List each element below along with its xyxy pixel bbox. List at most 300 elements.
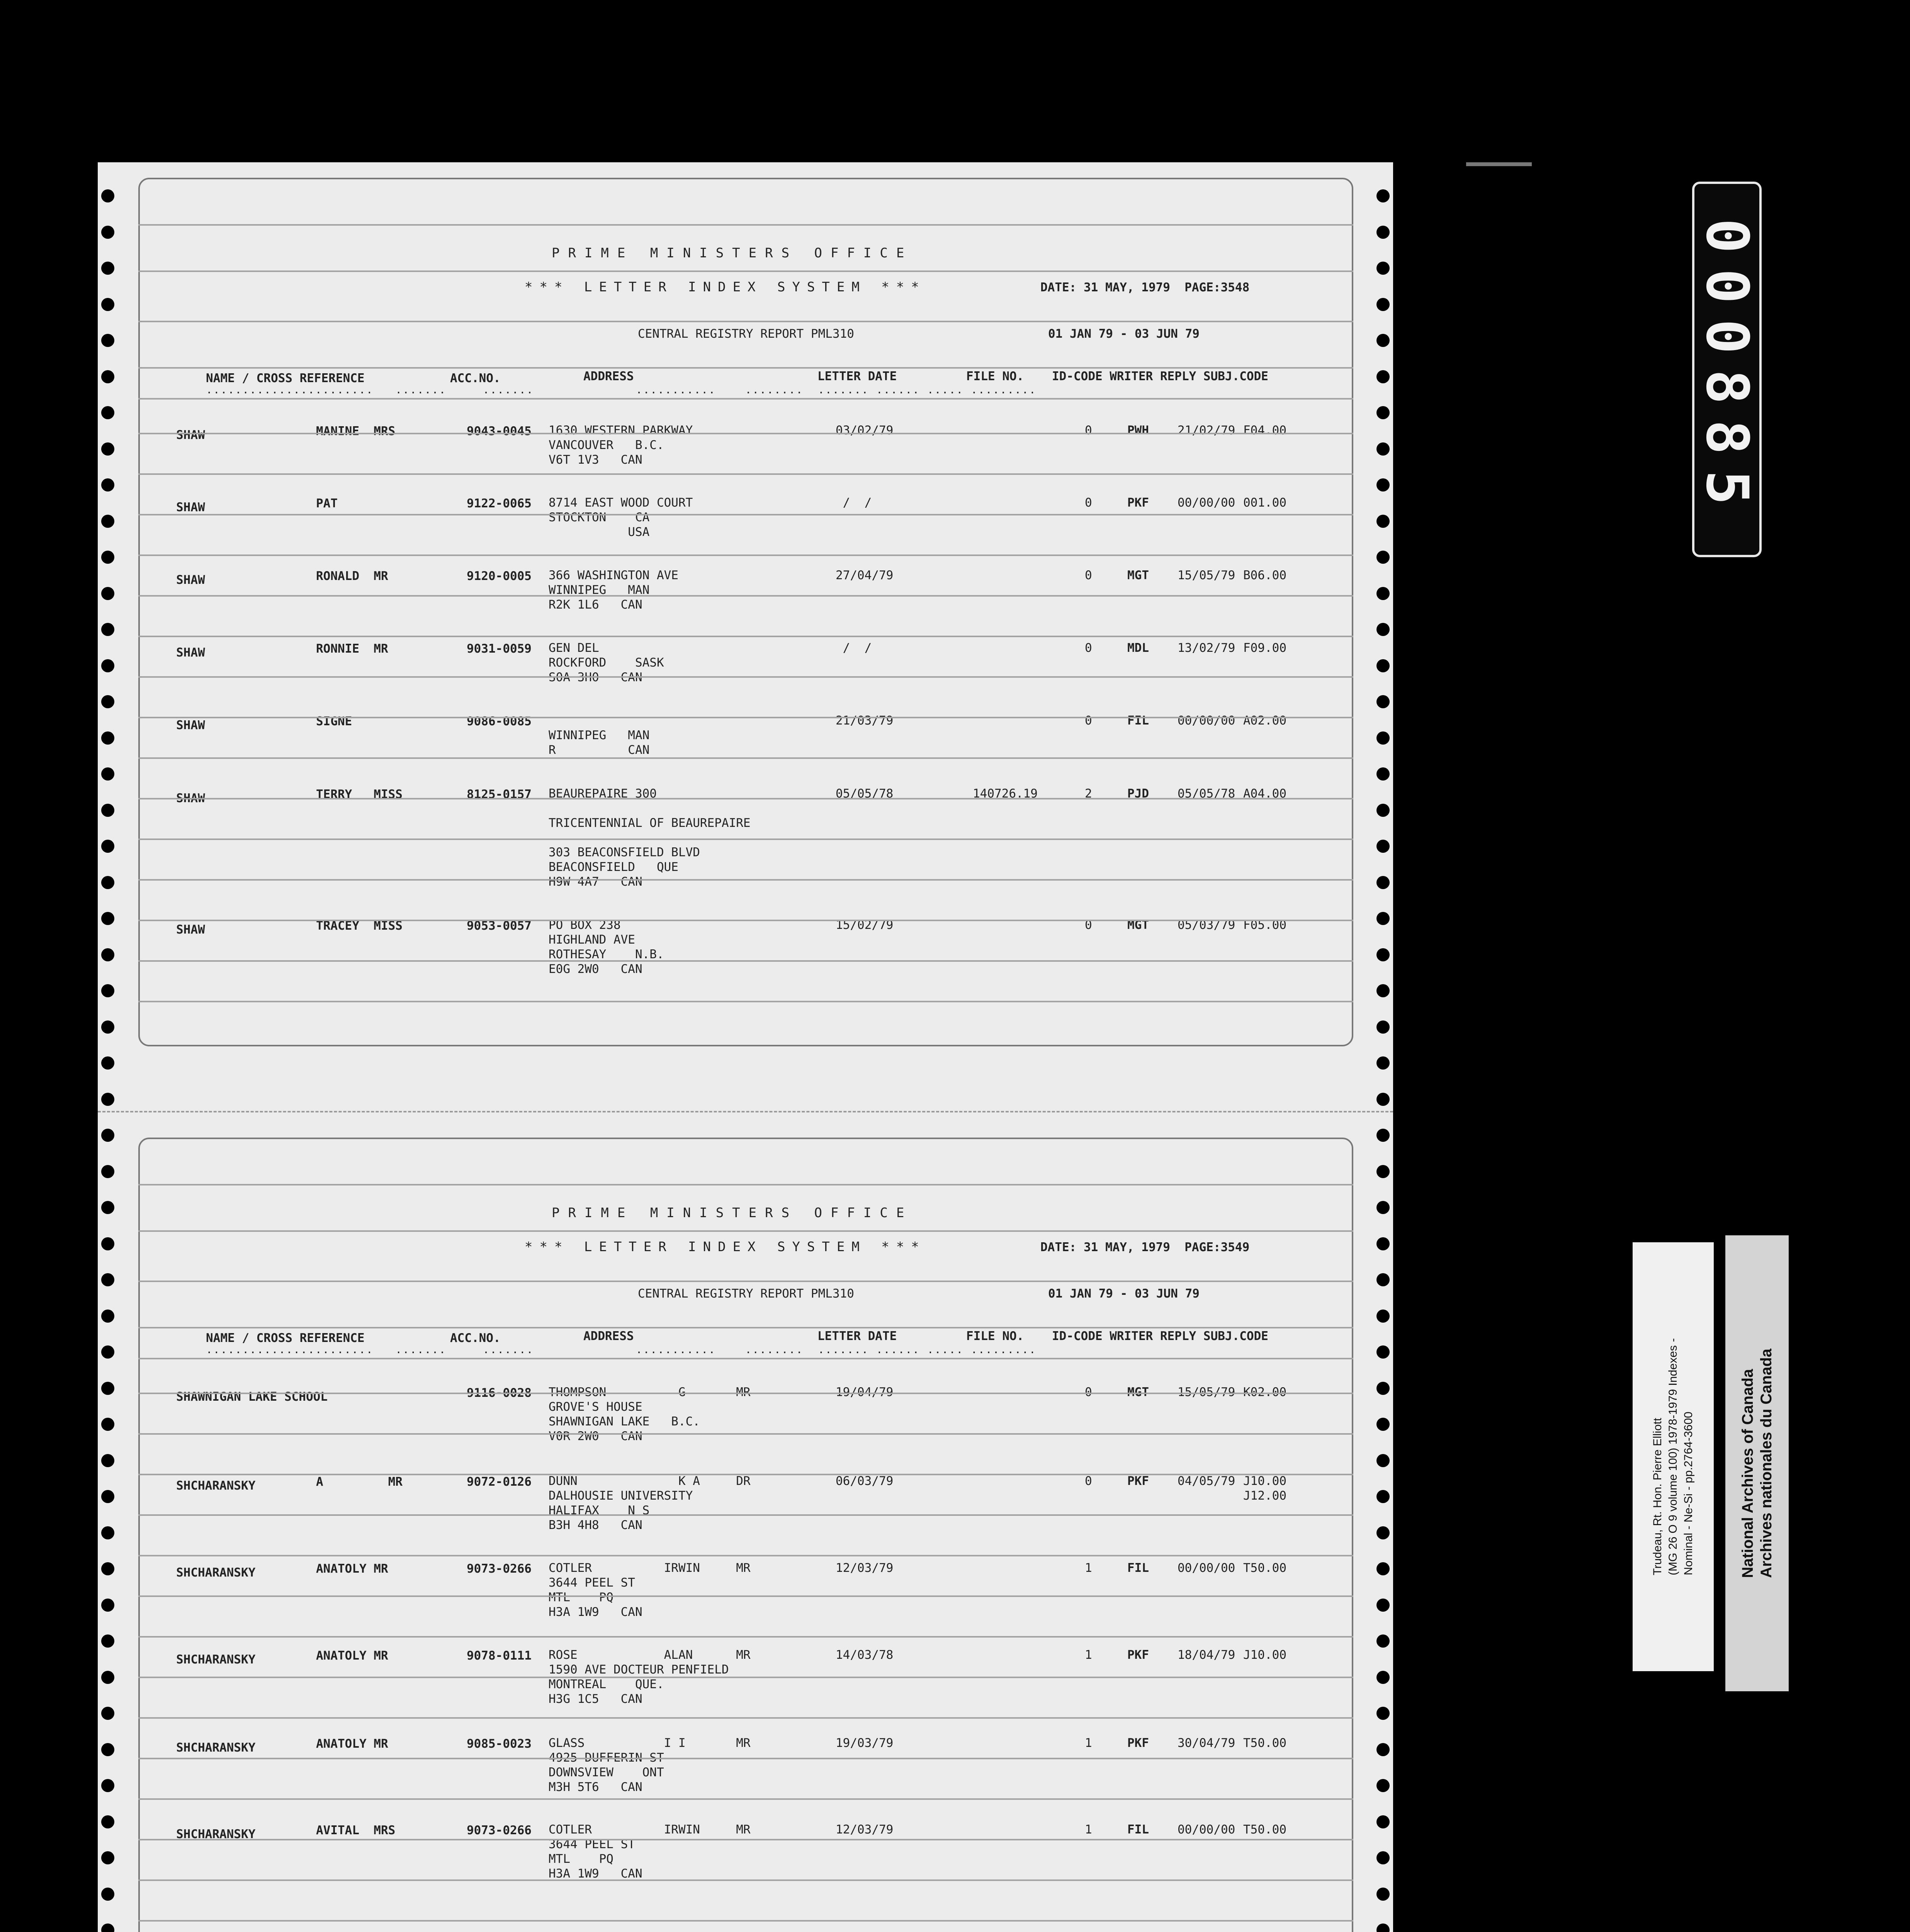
entry-address-line: R2K 1L6 CAN <box>549 598 642 612</box>
entry-address-line: V6T 1V3 CAN <box>549 453 642 467</box>
tractor-hole <box>101 1201 114 1214</box>
entry-acc: 9116-0028 <box>467 1386 532 1400</box>
entry-reply: 30/04/79 <box>1178 1736 1235 1750</box>
tractor-hole <box>1376 478 1390 492</box>
entry-address-line: DOWNSVIEW ONT <box>549 1765 664 1779</box>
entry-address-line: 366 WASHINGTON AVE <box>549 568 678 582</box>
tractor-hole <box>101 1923 114 1932</box>
tractor-hole <box>101 1093 114 1106</box>
entry-address-line: PO BOX 238 <box>549 918 621 932</box>
col-letter-date: LETTER DATE <box>817 1329 897 1343</box>
entry-address-line: STOCKTON CA <box>549 510 650 524</box>
tractor-hole <box>101 1671 114 1684</box>
tractor-hole <box>1376 1237 1390 1250</box>
tractor-hole <box>1376 912 1390 925</box>
entry-address-line: GEN DEL <box>549 641 599 655</box>
tractor-hole <box>101 695 114 708</box>
tractor-hole <box>101 1851 114 1864</box>
entry-address-line: 4925 DUFFERIN ST <box>549 1751 664 1765</box>
entry-given: MANINE MRS <box>316 424 396 438</box>
greenbar-rule <box>138 554 1353 556</box>
tractor-hole <box>101 189 114 202</box>
entry-reply: 18/04/79 <box>1178 1648 1235 1662</box>
tractor-hole <box>1376 695 1390 708</box>
entry-letter-date: 19/04/79 <box>836 1385 894 1399</box>
entry-address-line: R CAN <box>549 743 650 757</box>
entry-surname: SHAW <box>176 428 205 442</box>
tractor-hole <box>101 767 114 781</box>
entry-address-line: USA <box>549 525 650 539</box>
entry-subj: T50.00 <box>1243 1823 1286 1837</box>
col-acc: ACC.NO. <box>450 371 501 385</box>
tractor-hole <box>101 1490 114 1503</box>
tractor-hole <box>1376 1345 1390 1359</box>
tractor-hole <box>101 226 114 239</box>
entry-reply: 00/00/00 <box>1178 1823 1235 1837</box>
tractor-hole <box>1376 442 1390 456</box>
tractor-hole <box>101 370 114 383</box>
report-title: CENTRAL REGISTRY REPORT PML310 <box>638 1287 854 1301</box>
entry-surname: SHAW <box>176 718 205 732</box>
col-file-no: FILE NO. <box>966 369 1024 383</box>
entry-reply: 00/00/00 <box>1178 496 1235 510</box>
tractor-hole <box>1376 767 1390 781</box>
entry-surname: SHAW <box>176 923 205 937</box>
entry-subj: 001.00 <box>1243 496 1286 510</box>
tractor-hole <box>1376 262 1390 275</box>
entry-address-line: HIGHLAND AVE <box>549 933 635 947</box>
entry-address-line: V0R 2W0 CAN <box>549 1429 642 1443</box>
entry-subj: A04.00 <box>1243 787 1286 801</box>
tractor-hole <box>1376 1671 1390 1684</box>
tractor-hole <box>1376 1490 1390 1503</box>
tractor-hole <box>101 1020 114 1034</box>
entry-address-line: COTLER IRWIN MR <box>549 1823 751 1837</box>
entry-reply: 15/05/79 <box>1178 568 1235 582</box>
entry-reply: 04/05/79 <box>1178 1474 1235 1488</box>
tractor-hole <box>1376 1634 1390 1648</box>
page-frame <box>138 178 1353 1046</box>
tractor-hole <box>1376 948 1390 961</box>
greenbar-rule <box>138 270 1353 272</box>
greenbar-rule <box>138 798 1353 799</box>
tractor-hole <box>101 298 114 311</box>
entry-surname: SHAW <box>176 791 205 805</box>
entry-address-line: M3H 5T6 CAN <box>549 1780 642 1794</box>
entry-subj: F05.00 <box>1243 918 1286 932</box>
entry-address-line: WINNIPEG MAN <box>549 728 650 742</box>
entry-address-line: GROVE'S HOUSE <box>549 1400 642 1414</box>
greenbar-rule <box>138 1677 1353 1678</box>
entry-reply: 13/02/79 <box>1178 641 1235 655</box>
greenbar-rule <box>138 636 1353 637</box>
tractor-hole <box>101 442 114 456</box>
tractor-hole <box>1376 1562 1390 1575</box>
collection-title: Trudeau, Rt. Hon. Pierre Elliott <box>1651 1418 1664 1575</box>
tractor-hole <box>1376 1454 1390 1467</box>
entry-address-line: THOMPSON G MR <box>549 1385 751 1399</box>
entry-subj: J10.00 <box>1243 1474 1286 1488</box>
entry-address-line: GLASS I I MR <box>549 1736 751 1750</box>
greenbar-rule <box>138 1514 1353 1516</box>
entry-writer: PKF <box>1127 496 1149 510</box>
entry-writer: MGT <box>1127 918 1149 932</box>
entry-address-line: DUNN K A DR <box>549 1474 751 1488</box>
tractor-hole <box>1376 515 1390 528</box>
entry-address-line: ROTHESAY N.B. <box>549 947 664 961</box>
greenbar-rule <box>138 224 1353 226</box>
entry-reply: 05/05/78 <box>1178 787 1235 801</box>
entry-id-code: 0 <box>1085 423 1092 437</box>
tractor-hole <box>1376 370 1390 383</box>
entry-file-no: 140726.19 <box>973 787 1038 801</box>
entry-given: PAT <box>316 497 338 510</box>
tractor-hole <box>1376 1093 1390 1106</box>
entry-writer: PWH <box>1127 423 1149 437</box>
col-name: NAME / CROSS REFERENCE <box>206 371 365 385</box>
printout-sheet <box>98 162 1393 1932</box>
report-date-page: DATE: 31 MAY, 1979 PAGE:3549 <box>1040 1240 1250 1254</box>
entry-address-line: H3A 1W9 CAN <box>549 1867 642 1881</box>
tractor-hole <box>101 731 114 745</box>
entry-address-line: 1590 AVE DOCTEUR PENFIELD <box>549 1663 729 1677</box>
entry-address-line: ROCKFORD SASK <box>549 656 664 670</box>
greenbar-rule <box>138 514 1353 515</box>
entry-id-code: 0 <box>1085 496 1092 510</box>
tractor-hole <box>1376 1020 1390 1034</box>
entry-given: ANATOLY MR <box>316 1649 388 1663</box>
tractor-hole <box>101 912 114 925</box>
tractor-hole <box>101 1707 114 1720</box>
tractor-hole <box>101 1237 114 1250</box>
entry-surname: SHAW <box>176 573 205 587</box>
entry-address-line: BEACONSFIELD QUE <box>549 860 678 874</box>
entry-reply: 05/03/79 <box>1178 918 1235 932</box>
col-acc: ACC.NO. <box>450 1331 501 1345</box>
entry-acc: 9078-0111 <box>467 1649 532 1663</box>
greenbar-rule <box>138 1798 1353 1800</box>
tractor-hole <box>101 623 114 636</box>
greenbar-rule <box>138 1281 1353 1282</box>
report-range: 01 JAN 79 - 03 JUN 79 <box>1048 1287 1200 1301</box>
entry-acc: 9043-0045 <box>467 424 532 438</box>
entry-address-line: H3A 1W9 CAN <box>549 1605 642 1619</box>
entry-reply: 00/00/00 <box>1178 714 1235 728</box>
report-office: PRIME MINISTERS OFFICE <box>552 1205 913 1221</box>
entry-acc: 9120-0005 <box>467 569 532 583</box>
tractor-hole <box>101 1345 114 1359</box>
underline-dots: ....................... ....... ....... ........... ........ ....... ...... ..... ......... <box>206 1343 1037 1356</box>
entry-acc: 9122-0065 <box>467 497 532 510</box>
greenbar-rule <box>138 1879 1353 1881</box>
tractor-holes-left <box>98 162 118 1932</box>
entry-writer: PKF <box>1127 1474 1149 1488</box>
entry-address-line: MTL PQ <box>549 1852 613 1866</box>
greenbar-rule <box>138 1230 1353 1232</box>
tractor-hole <box>1376 804 1390 817</box>
greenbar-rule <box>138 1839 1353 1840</box>
archives-name-fr: Archives nationales du Canada <box>1758 1349 1775 1578</box>
tractor-hole <box>101 1815 114 1828</box>
tractor-hole <box>1376 551 1390 564</box>
tractor-hole <box>1376 1201 1390 1214</box>
archives-name-en: National Archives of Canada <box>1739 1369 1756 1578</box>
entry-acc: 9073-0266 <box>467 1562 532 1576</box>
entry-subj-2: J12.00 <box>1243 1489 1286 1503</box>
entry-address-line: SHAWNIGAN LAKE B.C. <box>549 1415 700 1429</box>
entry-address-line: 303 BEACONSFIELD BLVD <box>549 845 700 859</box>
entry-acc: 9073-0266 <box>467 1823 532 1837</box>
entry-acc: 9085-0023 <box>467 1737 532 1751</box>
greenbar-rule <box>138 1433 1353 1435</box>
greenbar-rule <box>138 1393 1353 1394</box>
entry-address-line: MONTREAL QUE. <box>549 1677 664 1691</box>
entry-subj: T50.00 <box>1243 1736 1286 1750</box>
greenbar-rule <box>138 1001 1353 1002</box>
entry-surname: SHAW <box>176 500 205 514</box>
entry-writer: MGT <box>1127 568 1149 582</box>
tractor-hole <box>1376 623 1390 636</box>
greenbar-rule <box>138 1358 1353 1359</box>
entry-id-code: 0 <box>1085 714 1092 728</box>
greenbar-rule <box>138 1636 1353 1638</box>
entry-id-code: 1 <box>1085 1823 1092 1837</box>
tractor-hole <box>101 1634 114 1648</box>
tractor-hole <box>101 1273 114 1286</box>
entry-writer: FIL <box>1127 714 1149 728</box>
tractor-hole <box>1376 731 1390 745</box>
tractor-hole <box>1376 1779 1390 1792</box>
entry-surname: SHAWNIGAN LAKE SCHOOL <box>176 1390 328 1404</box>
entry-address-line: VANCOUVER B.C. <box>549 438 664 452</box>
entry-given: RONNIE MR <box>316 642 388 656</box>
report-range: 01 JAN 79 - 03 JUN 79 <box>1048 327 1200 341</box>
greenbar-rule <box>138 1184 1353 1185</box>
tractor-hole <box>101 659 114 672</box>
entry-surname: SHAW <box>176 646 205 660</box>
entry-letter-date: / / <box>836 496 872 510</box>
entry-subj: T50.00 <box>1243 1561 1286 1575</box>
film-mark <box>1466 162 1532 166</box>
entry-address-line: COTLER IRWIN MR <box>549 1561 751 1575</box>
tractor-hole <box>1376 1923 1390 1932</box>
tractor-hole <box>101 1743 114 1756</box>
report-system: *** LETTER INDEX SYSTEM *** <box>525 1239 926 1255</box>
entry-id-code: 1 <box>1085 1561 1092 1575</box>
entry-letter-date: 06/03/79 <box>836 1474 894 1488</box>
entry-reply: 21/02/79 <box>1178 423 1235 437</box>
tractor-hole <box>101 551 114 564</box>
tractor-hole <box>101 1779 114 1792</box>
greenbar-rule <box>138 473 1353 475</box>
greenbar-rule <box>138 595 1353 597</box>
tractor-hole <box>1376 1382 1390 1395</box>
entry-letter-date: / / <box>836 641 872 655</box>
tractor-hole <box>1376 1599 1390 1612</box>
entry-writer: FIL <box>1127 1823 1149 1837</box>
entry-address-line: TRICENTENNIAL OF BEAUREPAIRE <box>549 816 751 830</box>
tractor-hole <box>1376 840 1390 853</box>
entry-address-line: 3644 PEEL ST <box>549 1576 635 1590</box>
entry-address-line: WINNIPEG MAN <box>549 583 650 597</box>
tractor-hole <box>1376 334 1390 347</box>
entry-address-line: 3644 PEEL ST <box>549 1837 635 1851</box>
entry-surname: SHCHARANSKY <box>176 1741 256 1755</box>
entry-address-line: E0G 2W0 CAN <box>549 962 642 976</box>
entry-writer: MDL <box>1127 641 1149 655</box>
tractor-hole <box>101 1165 114 1178</box>
tractor-hole <box>1376 1418 1390 1431</box>
entry-letter-date: 12/03/79 <box>836 1561 894 1575</box>
entry-id-code: 1 <box>1085 1736 1092 1750</box>
entry-address-line: DALHOUSIE UNIVERSITY <box>549 1489 693 1503</box>
collection-volume: (MG 26 O 9 volume 100) 1978-1979 Indexes - <box>1667 1338 1679 1575</box>
tractor-hole <box>101 984 114 997</box>
greenbar-rule <box>138 757 1353 759</box>
tractor-hole <box>1376 1310 1390 1323</box>
entry-given: RONALD MR <box>316 569 388 583</box>
report-date-page: DATE: 31 MAY, 1979 PAGE:3548 <box>1040 281 1250 294</box>
tractor-hole <box>101 948 114 961</box>
tractor-hole <box>1376 1129 1390 1142</box>
entry-address-line: H3G 1C5 CAN <box>549 1692 642 1706</box>
entry-letter-date: 05/05/78 <box>836 787 894 801</box>
entry-id-code: 0 <box>1085 1385 1092 1399</box>
entry-surname: SHCHARANSKY <box>176 1566 256 1580</box>
col-rest: ID-CODE WRITER REPLY SUBJ.CODE <box>1052 369 1268 383</box>
tractor-hole <box>101 1418 114 1431</box>
greenbar-rule <box>138 398 1353 400</box>
col-letter-date: LETTER DATE <box>817 369 897 383</box>
tractor-hole <box>1376 587 1390 600</box>
greenbar-rule <box>138 321 1353 322</box>
tractor-hole <box>1376 1743 1390 1756</box>
greenbar-rule <box>138 1595 1353 1597</box>
tractor-hole <box>1376 298 1390 311</box>
report-page-2 <box>138 1138 1353 1932</box>
entry-id-code: 0 <box>1085 1474 1092 1488</box>
greenbar-rule <box>138 717 1353 718</box>
entry-address-line: H9W 4A7 CAN <box>549 875 642 889</box>
tractor-hole <box>101 515 114 528</box>
tractor-hole <box>101 1888 114 1901</box>
tractor-hole <box>1376 1165 1390 1178</box>
col-address: ADDRESS <box>583 1329 634 1343</box>
greenbar-rule <box>138 1327 1353 1328</box>
tractor-hole <box>101 876 114 889</box>
entry-letter-date: 12/03/79 <box>836 1823 894 1837</box>
underline-dots: ....................... ....... ....... ........... ........ ....... ...... ..... ......... <box>206 383 1037 396</box>
tractor-hole <box>101 262 114 275</box>
greenbar-rule <box>138 433 1353 434</box>
tractor-hole <box>1376 1273 1390 1286</box>
entry-reply: 00/00/00 <box>1178 1561 1235 1575</box>
page-frame <box>138 1138 1353 1932</box>
entry-given: TERRY MISS <box>316 787 403 801</box>
entry-acc: 9086-0085 <box>467 714 532 728</box>
frame-number: 000885 <box>1693 218 1760 520</box>
greenbar-rule <box>138 1920 1353 1922</box>
entry-subj: A02.00 <box>1243 714 1286 728</box>
entry-given: ANATOLY MR <box>316 1562 388 1576</box>
tractor-hole <box>101 334 114 347</box>
entry-address-line: 8714 EAST WOOD COURT <box>549 496 693 510</box>
tractor-hole <box>1376 1526 1390 1539</box>
tractor-hole <box>101 406 114 419</box>
greenbar-rule <box>138 920 1353 921</box>
greenbar-rule <box>138 1717 1353 1719</box>
tractor-hole <box>1376 1888 1390 1901</box>
tractor-hole <box>1376 984 1390 997</box>
tractor-hole <box>101 1526 114 1539</box>
greenbar-rule <box>138 960 1353 962</box>
entry-letter-date: 27/04/79 <box>836 568 894 582</box>
tractor-hole <box>1376 1707 1390 1720</box>
entry-given: AVITAL MRS <box>316 1823 396 1837</box>
entry-address-line: S0A 3H0 CAN <box>549 670 642 684</box>
entry-address-line: HALIFAX N S <box>549 1503 650 1517</box>
entry-address-line: MTL PQ <box>549 1590 613 1604</box>
entry-surname: SHCHARANSKY <box>176 1653 256 1667</box>
tractor-hole <box>1376 406 1390 419</box>
entry-given: SIGNE <box>316 714 352 728</box>
perforation-line <box>98 1111 1393 1112</box>
tractor-hole <box>101 1382 114 1395</box>
entry-letter-date: 03/02/79 <box>836 423 894 437</box>
entry-acc: 9053-0057 <box>467 919 532 933</box>
greenbar-rule <box>138 1758 1353 1759</box>
tractor-hole <box>1376 189 1390 202</box>
report-page-1 <box>138 178 1353 1046</box>
entry-writer: MGT <box>1127 1385 1149 1399</box>
entry-subj: F04.00 <box>1243 423 1286 437</box>
tractor-hole <box>1376 659 1390 672</box>
report-system: *** LETTER INDEX SYSTEM *** <box>525 279 926 295</box>
entry-address-line: B3H 4H8 CAN <box>549 1518 642 1532</box>
greenbar-rule <box>138 838 1353 840</box>
entry-id-code: 0 <box>1085 918 1092 932</box>
entry-letter-date: 14/03/78 <box>836 1648 894 1662</box>
entry-subj: K02.00 <box>1243 1385 1286 1399</box>
entry-letter-date: 19/03/79 <box>836 1736 894 1750</box>
entry-writer: PJD <box>1127 787 1149 801</box>
entry-given: A MR <box>316 1475 403 1489</box>
entry-id-code: 0 <box>1085 641 1092 655</box>
entry-reply: 15/05/79 <box>1178 1385 1235 1399</box>
entry-acc: 9072-0126 <box>467 1475 532 1489</box>
tractor-hole <box>1376 876 1390 889</box>
report-office: PRIME MINISTERS OFFICE <box>552 245 913 261</box>
entry-address-line: ROSE ALAN MR <box>549 1648 751 1662</box>
greenbar-rule <box>138 879 1353 881</box>
entry-id-code: 0 <box>1085 568 1092 582</box>
greenbar-rule <box>138 676 1353 678</box>
entry-address-line: BEAUREPAIRE 300 <box>549 787 657 801</box>
greenbar-rule <box>138 367 1353 369</box>
col-address: ADDRESS <box>583 369 634 383</box>
tractor-hole <box>101 1454 114 1467</box>
tractor-hole <box>101 804 114 817</box>
tractor-holes-right <box>1373 162 1393 1932</box>
tractor-hole <box>101 1310 114 1323</box>
greenbar-rule <box>138 1474 1353 1475</box>
entry-given: TRACEY MISS <box>316 919 403 933</box>
tractor-hole <box>1376 226 1390 239</box>
entry-id-code: 2 <box>1085 787 1092 801</box>
entry-surname: SHCHARANSKY <box>176 1827 256 1841</box>
entry-letter-date: 21/03/79 <box>836 714 894 728</box>
tractor-hole <box>1376 1056 1390 1070</box>
